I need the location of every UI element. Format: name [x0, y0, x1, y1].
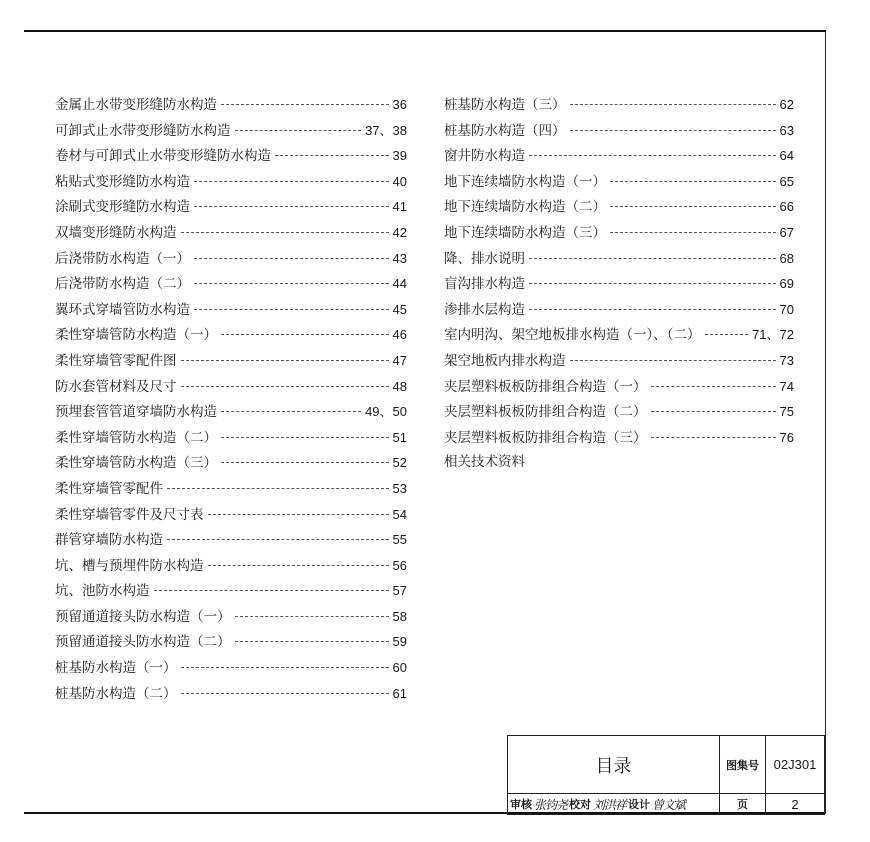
toc-entry-page: 62 [779, 97, 794, 112]
toc-entry-title: 夹层塑料板板防排组合构造（二） [444, 404, 647, 421]
toc-entry-page: 73 [779, 352, 794, 368]
toc-leader-dots [610, 206, 776, 207]
toc-entry [444, 143, 794, 169]
toc-entry [444, 271, 794, 297]
toc-entry [55, 425, 407, 451]
toc-leader-dots [181, 360, 389, 361]
toc-entry-page: 60 [392, 660, 407, 676]
toc-entry [55, 681, 407, 707]
toc-entry-title: 预埋套管管道穿墙防水构造 [55, 404, 217, 421]
toc-entry-page: 57 [392, 583, 407, 599]
toc-entry-title: 预留通道接头防水构造（二） [55, 634, 231, 651]
toc-right-column [444, 92, 794, 476]
toc-entry-page: 48 [392, 378, 407, 394]
toc-entry-title: 降、排水说明 [444, 250, 525, 267]
toc-leader-dots [570, 130, 776, 131]
toc-entry-title: 可卸式止水带变形缝防水构造 [55, 122, 231, 139]
toc-entry-page: 56 [392, 557, 407, 573]
toc-entry [444, 246, 794, 272]
toc-leader-dots [221, 104, 389, 105]
toc-entry-page: 75 [779, 404, 794, 420]
toc-leader-dots [651, 437, 776, 438]
toc-entry-title: 涂刷式变形缝防水构造 [55, 199, 190, 216]
toc-entry-page: 74 [779, 378, 794, 394]
toc-leader-dots [235, 641, 389, 642]
toc-entry-page: 45 [392, 301, 407, 317]
toc-leader-dots [194, 283, 389, 284]
toc-entry-title: 柔性穿墙管防水构造（三） [55, 455, 217, 472]
toc-entry [444, 92, 794, 118]
toc-entry-page: 36 [392, 97, 407, 112]
toc-entry-page: 41 [392, 199, 407, 215]
toc-entry-page: 54 [392, 506, 407, 522]
toc-entry [55, 92, 407, 118]
toc-leader-dots [194, 258, 389, 259]
toc-entry-page: 69 [779, 276, 794, 292]
review-label: 审核 [510, 798, 532, 811]
toc-entry-page: 40 [392, 173, 407, 189]
toc-entry [55, 322, 407, 348]
toc-entry-title: 后浇带防水构造（一） [55, 250, 190, 267]
toc-leader-dots [610, 232, 776, 233]
toc-entry [444, 297, 794, 323]
page-label: 页 [720, 794, 766, 814]
design-label: 设计 [628, 798, 651, 811]
toc-entry-title: 桩基防水构造（一） [55, 660, 177, 677]
toc-entry-title: 室内明沟、架空地板排水构造（一）、（二） [444, 327, 701, 344]
toc-entry-page: 65 [779, 173, 794, 189]
toc-leader-dots [208, 514, 389, 515]
toc-leader-dots [181, 667, 389, 668]
signature-row [508, 794, 720, 814]
toc-entry-title: 柔性穿墙管零件及尺寸表 [55, 506, 204, 523]
toc-entry-page: 53 [392, 480, 407, 496]
toc-leader-dots [221, 437, 389, 438]
toc-entry [444, 169, 794, 195]
toc-entry-title: 桩基防水构造（三） [444, 97, 566, 113]
toc-entry [55, 629, 407, 655]
toc-leader-dots [651, 386, 776, 387]
toc-entry-title: 坑、池防水构造 [55, 583, 150, 600]
toc-entry [444, 348, 794, 374]
toc-leader-dots [208, 565, 389, 566]
toc-entry-title: 粘贴式变形缝防水构造 [55, 173, 190, 190]
toc-entry-title: 桩基防水构造（二） [55, 685, 177, 702]
toc-entry-page: 39 [392, 148, 407, 164]
toc-entry-title: 地下连续墙防水构造（三） [444, 224, 606, 241]
toc-entry-title: 柔性穿墙管零配件图 [55, 352, 177, 369]
page-number: 2 [791, 796, 799, 812]
toc-leader-dots [529, 258, 776, 259]
toc-leader-dots [529, 155, 776, 156]
toc-leader-dots [181, 232, 389, 233]
toc-entry [444, 220, 794, 246]
toc-entry-page: 67 [779, 224, 794, 240]
toc-entry-title: 窗井防水构造 [444, 148, 525, 165]
toc-entry-title: 柔性穿墙管零配件 [55, 480, 163, 497]
toc-leader-dots [221, 462, 389, 463]
toc-entry-page: 59 [392, 634, 407, 650]
toc-entry-page: 61 [392, 685, 407, 701]
toc-left-column [55, 92, 407, 706]
toc-entry-title: 翼环式穿墙管防水构造 [55, 301, 190, 318]
toc-leader-dots [705, 334, 749, 335]
toc-entry-page: 47 [392, 352, 407, 368]
toc-entry [55, 527, 407, 553]
toc-entry-title: 夹层塑料板板防排组合构造（三） [444, 429, 647, 446]
toc-leader-dots [529, 283, 776, 284]
toc-entry-title: 预留通道接头防水构造（一） [55, 608, 231, 625]
toc-entry [55, 271, 407, 297]
toc-entry-title: 防水套管材料及尺寸 [55, 378, 177, 395]
toc-entry-title: 双墙变形缝防水构造 [55, 224, 177, 241]
atlas-number-label: 图集号 [720, 736, 766, 794]
toc-leader-dots [651, 411, 776, 412]
toc-entry-page: 71、72 [752, 327, 794, 343]
toc-leader-dots [194, 206, 389, 207]
toc-entry [55, 220, 407, 246]
toc-entry [55, 553, 407, 579]
toc-leader-dots [181, 386, 389, 387]
toc-entry [444, 399, 794, 425]
toc-entry [444, 118, 794, 144]
toc-entry [55, 374, 407, 400]
toc-entry-title: 柔性穿墙管防水构造（一） [55, 327, 217, 344]
toc-entry [55, 502, 407, 528]
toc-entry [55, 246, 407, 272]
toc-leader-dots [235, 616, 389, 617]
toc-entry-page: 49、50 [365, 404, 407, 420]
toc-leader-dots [275, 155, 389, 156]
toc-entry [55, 578, 407, 604]
toc-entry-title: 后浇带防水构造（二） [55, 276, 190, 293]
design-signature: 曾文斌 [652, 797, 686, 812]
toc-entry-title: 渗排水层构造 [444, 301, 525, 318]
toc-entry-title: 地下连续墙防水构造（一） [444, 173, 606, 190]
toc-entry-page: 43 [392, 250, 407, 266]
toc-entry-title: 盲沟排水构造 [444, 276, 525, 293]
toc-entry-page: 66 [779, 199, 794, 215]
toc-entry-title: 夹层塑料板板防排组合构造（一） [444, 378, 647, 395]
toc-entry [444, 374, 794, 400]
toc-entry [444, 194, 794, 220]
check-label: 校对 [569, 798, 592, 811]
toc-entry [55, 143, 407, 169]
atlas-number: 02J301 [766, 736, 824, 794]
toc-entry-page: 51 [392, 429, 407, 445]
toc-leader-dots [181, 693, 389, 694]
toc-leader-dots [221, 411, 361, 412]
review-signature: 张钧尧 [534, 797, 568, 812]
toc-entry [444, 450, 794, 476]
title-block [507, 735, 825, 815]
toc-entry-page: 64 [779, 148, 794, 164]
toc-leader-dots [167, 488, 389, 489]
toc-entry-page: 37、38 [365, 122, 407, 138]
toc-entry-title: 架空地板内排水构造 [444, 352, 566, 369]
toc-entry-title: 坑、槽与预埋件防水构造 [55, 557, 204, 574]
toc-entry [55, 169, 407, 195]
toc-entry-page: 76 [779, 429, 794, 445]
toc-entry-page: 42 [392, 224, 407, 240]
toc-entry [55, 604, 407, 630]
toc-leader-dots [221, 334, 389, 335]
toc-entry-page: 52 [392, 455, 407, 471]
toc-entry [55, 118, 407, 144]
toc-entry [55, 476, 407, 502]
toc-entry [55, 450, 407, 476]
toc-leader-dots [529, 309, 776, 310]
toc-entry-page: 55 [392, 532, 407, 548]
toc-entry-title: 柔性穿墙管防水构造（二） [55, 429, 217, 446]
toc-leader-dots [194, 181, 389, 182]
toc-entry-title: 相关技术资料 [444, 454, 525, 471]
toc-entry [55, 194, 407, 220]
toc-entry-title: 地下连续墙防水构造（二） [444, 199, 606, 216]
toc-entry-page: 68 [779, 250, 794, 266]
toc-leader-dots [167, 539, 389, 540]
toc-entry-title: 卷材与可卸式止水带变形缝防水构造 [55, 148, 271, 165]
toc-entry [55, 655, 407, 681]
toc-leader-dots [610, 181, 776, 182]
toc-leader-dots [154, 590, 389, 591]
toc-entry [55, 297, 407, 323]
toc-leader-dots [570, 104, 776, 105]
toc-leader-dots [194, 309, 389, 310]
toc-entry-page: 58 [392, 608, 407, 624]
title-block-title: 目录 [508, 736, 720, 794]
toc-entry [55, 399, 407, 425]
check-signature: 刘洪祥 [593, 797, 627, 812]
toc-entry [444, 322, 794, 348]
toc-leader-dots [235, 130, 362, 131]
toc-entry-page: 63 [779, 122, 794, 138]
toc-leader-dots [570, 360, 776, 361]
toc-entry-title: 金属止水带变形缝防水构造 [55, 97, 217, 113]
toc-entry-title: 群管穿墙防水构造 [55, 532, 163, 549]
toc-entry [55, 348, 407, 374]
toc-entry-page: 70 [779, 301, 794, 317]
toc-entry-page: 44 [392, 276, 407, 292]
toc-entry-title: 桩基防水构造（四） [444, 122, 566, 139]
toc-entry [444, 425, 794, 451]
toc-entry-page: 46 [392, 327, 407, 343]
